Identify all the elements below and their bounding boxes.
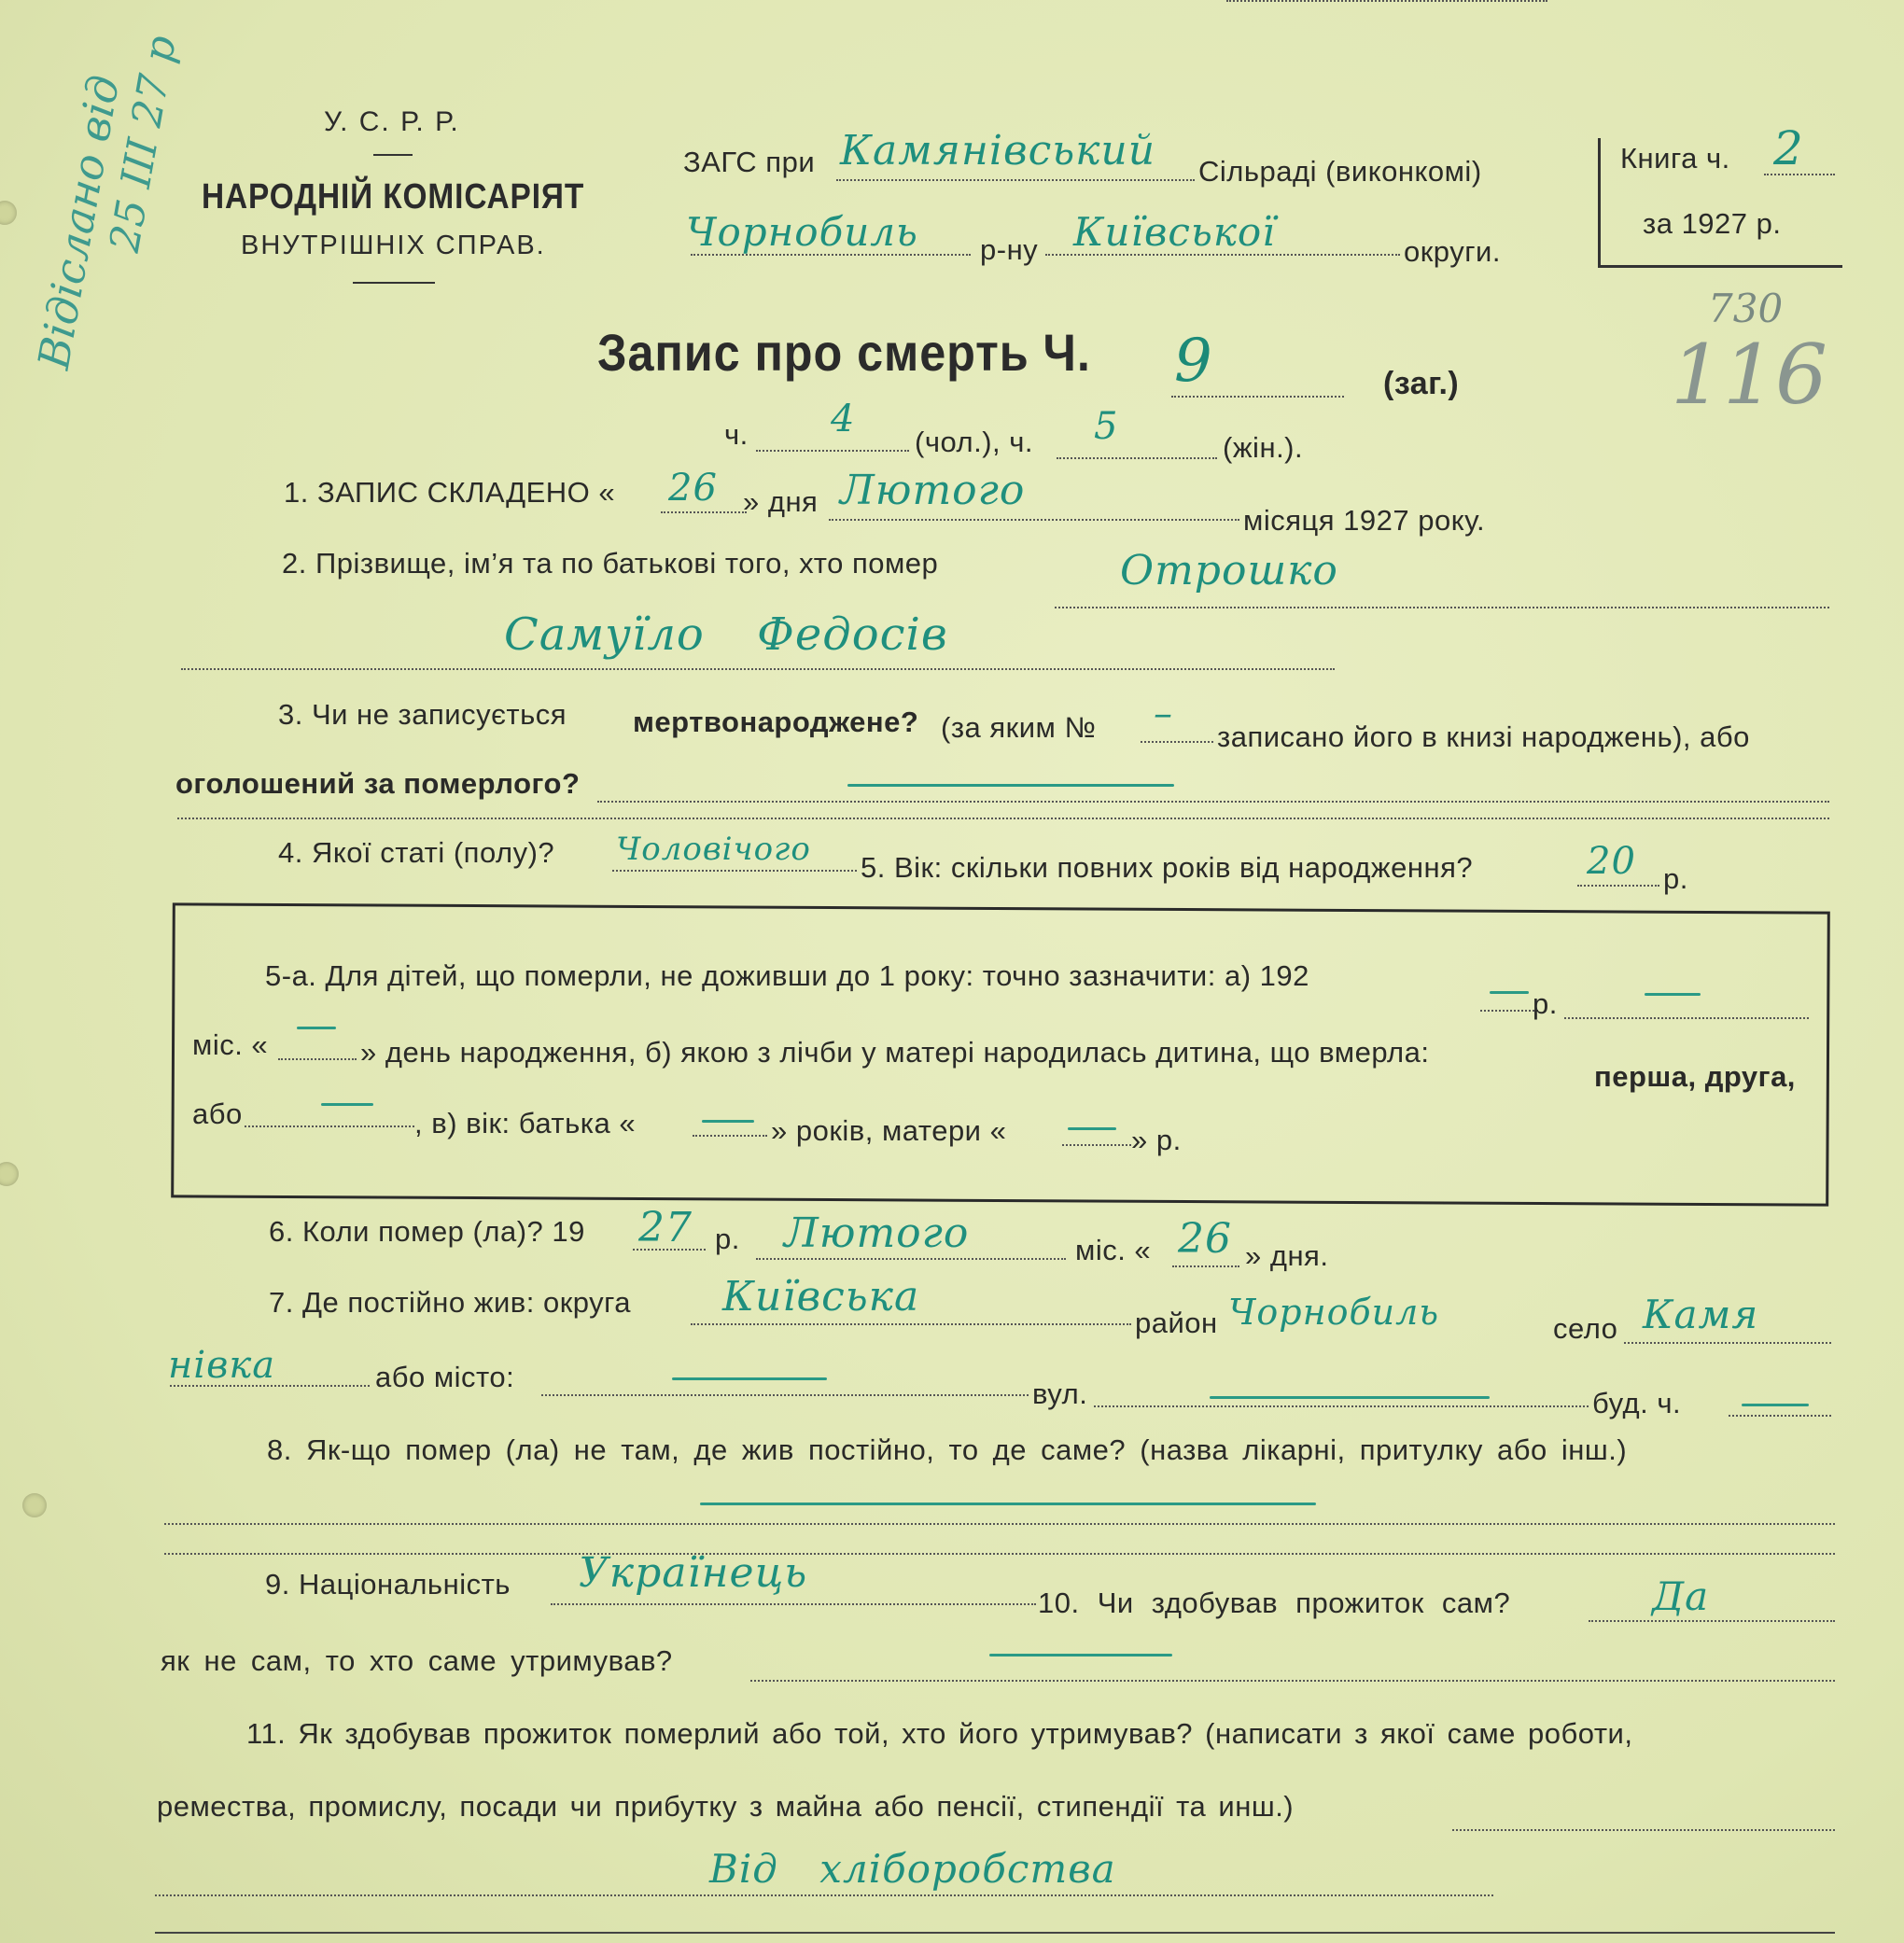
item5a-dash — [702, 1120, 754, 1123]
item3-bold-declared: оголошений за померлого? — [175, 767, 581, 800]
item11-line1: 11. Як здобував прожиток померлий або той, хто його утримував? (написати з якої саме роботи, — [246, 1717, 1633, 1750]
item5-age-label: 5. Вік: скільки повних років від народження? — [861, 851, 1474, 884]
item7-city-dash — [672, 1377, 827, 1380]
item11-line2: ремества, промислу, посади чи прибутку з майна або пенсії, стипендії та инш.) — [157, 1790, 1295, 1823]
field-line — [541, 1394, 1029, 1396]
female-label: (жін.). — [1223, 431, 1304, 464]
district-value: Чорнобиль — [686, 209, 918, 255]
archive-mark-upper: 730 — [1708, 286, 1784, 331]
item5a-line3a: або — [192, 1097, 243, 1130]
republic-label: У. С. Р. Р. — [324, 106, 460, 137]
margin-note-line2: 25 III 27 р — [101, 32, 186, 256]
item2-given-name: Самуїло Федосів — [504, 608, 948, 661]
binder-hole — [0, 201, 17, 225]
field-line — [691, 1323, 1131, 1325]
field-line — [1172, 1265, 1239, 1267]
record-suffix: (заг.) — [1383, 366, 1460, 401]
item5-age-unit: р. — [1663, 862, 1688, 895]
field-line — [691, 254, 971, 256]
field-line — [245, 1125, 414, 1127]
item7-bud-label: буд. ч. — [1592, 1387, 1682, 1419]
item5a-line3c: » років, матери « — [771, 1114, 1007, 1147]
item5a-dash — [297, 1027, 336, 1029]
male-label: (чол.), ч. — [915, 426, 1034, 458]
field-line — [1057, 457, 1217, 459]
item5a-dash — [321, 1103, 373, 1106]
item3-number: – — [1154, 692, 1173, 735]
field-line — [1094, 1405, 1589, 1407]
item7-okruha: Київська — [722, 1273, 920, 1321]
item3-label-b: (за яким № — [941, 711, 1097, 744]
field-line — [1141, 741, 1213, 743]
item4-label: 4. Якої статі (полу)? — [278, 836, 555, 869]
item5a-dash — [1068, 1127, 1116, 1130]
field-line — [1577, 885, 1659, 887]
item11-value: Від хліборобства — [709, 1846, 1116, 1892]
item3-label-c: записано його в книзі народжень), або — [1217, 720, 1750, 753]
okruha-value: Київської — [1073, 209, 1276, 255]
field-line — [1564, 1017, 1809, 1019]
female-number: 5 — [1094, 405, 1119, 448]
item10-value: Да — [1652, 1573, 1710, 1619]
book-box-bottom — [1598, 265, 1842, 268]
divider — [353, 282, 435, 284]
item5a-dash — [1645, 993, 1701, 996]
item3-bold-stillborn: мертвонароджене? — [633, 706, 919, 738]
field-line — [1480, 1010, 1538, 1012]
okruha-label: округи. — [1404, 235, 1501, 268]
item6-year: 27 — [638, 1204, 693, 1251]
item6-month: Лютого — [784, 1209, 970, 1257]
archive-mark-lower: 116 — [1671, 327, 1827, 423]
item5a-line1b: р. — [1533, 987, 1558, 1020]
item2-surname: Отрошко — [1120, 547, 1338, 594]
item7-bud-dash — [1742, 1404, 1809, 1406]
item3-dash — [847, 784, 1174, 787]
item10-support-dash — [989, 1654, 1172, 1656]
field-line — [1589, 1620, 1835, 1622]
field-line — [181, 668, 1335, 670]
item6-mis: міс. « — [1075, 1234, 1152, 1266]
item2-label: 2. Прізвище, ім’я та по батькові того, хто помер — [282, 547, 939, 580]
book-number: 2 — [1773, 121, 1804, 175]
item8-label: 8. Як-що помер (ла) не там, де жив постійно, то де саме? (назва лікарні, притулку або інш.) — [267, 1433, 1628, 1466]
field-line — [756, 1258, 1066, 1260]
item7-selo-continued: нівка — [168, 1344, 276, 1387]
field-line — [170, 1385, 370, 1387]
field-line — [1171, 396, 1344, 398]
item5a-line2b: » день народження, б) якою з лічби у матері народилась дитина, що вмерла: — [360, 1036, 1430, 1069]
item5a-line3b: , в) вік: батька « — [414, 1107, 637, 1139]
item5a-line1: 5-а. Для дітей, що померли, не доживши до 1 року: точно зазначити: а) 192 — [265, 959, 1309, 992]
field-line — [836, 179, 1195, 181]
item6-r: р. — [715, 1223, 740, 1255]
field-line — [1055, 607, 1829, 608]
item10-label: 10. Чи здобував прожиток сам? — [1038, 1587, 1511, 1619]
book-label: Книга ч. — [1620, 142, 1730, 175]
bottom-rule — [155, 1932, 1835, 1934]
field-line — [750, 1680, 1835, 1682]
book-box-left — [1598, 138, 1601, 265]
item4-sex: Чоловічого — [616, 831, 811, 868]
zags-prefix: ЗАГС при — [683, 146, 816, 178]
item5a-line2a: міс. « — [192, 1028, 269, 1061]
book-year: за 1927 р. — [1643, 207, 1782, 240]
record-title: Запис про смерть Ч. — [597, 323, 1091, 382]
item7-rayon-label: район — [1135, 1307, 1218, 1339]
item6-tail: » дня. — [1245, 1239, 1329, 1272]
field-line — [155, 1894, 1493, 1896]
field-line — [597, 801, 1829, 803]
binder-hole — [0, 1162, 19, 1186]
item7-city-label: або місто: — [375, 1361, 515, 1393]
field-line — [177, 818, 1829, 819]
department-label: ВНУТРІШНІХ СПРАВ. — [241, 231, 546, 260]
field-line — [829, 519, 1239, 521]
item8-dash — [700, 1503, 1316, 1505]
item6-label: 6. Коли помер (ла)? 19 — [269, 1215, 585, 1248]
field-line — [278, 1058, 357, 1060]
item5a-line3d: » р. — [1131, 1124, 1182, 1156]
item1-mid: » дня — [743, 485, 819, 518]
item9-nationality: Українець — [579, 1549, 808, 1597]
field-line — [756, 450, 909, 452]
item10-support-label: як не сам, то хто саме утримував? — [161, 1644, 673, 1677]
field-line — [164, 1523, 1835, 1525]
field-line — [164, 1553, 1835, 1555]
commissariat-label: НАРОДНІЙ КОМІСАРІЯТ — [202, 177, 585, 217]
sub-ch-label: ч. — [724, 418, 749, 451]
item1-day: 26 — [668, 467, 718, 510]
item3-label-a: 3. Чи не записується — [278, 698, 567, 731]
binder-hole — [22, 1493, 47, 1517]
item7-label: 7. Де постійно жив: округа — [269, 1286, 632, 1319]
field-line — [1729, 1415, 1831, 1417]
item7-street-label: вул. — [1032, 1377, 1088, 1410]
village-council-value: Камянівський — [840, 127, 1156, 175]
margin-note-line1: Відіслано від — [28, 71, 130, 373]
item7-selo-label: село — [1553, 1312, 1618, 1345]
field-line — [1624, 1342, 1831, 1344]
item1-month: Лютого — [840, 467, 1026, 514]
field-line — [1062, 1144, 1131, 1146]
item5a-dash — [1490, 991, 1529, 994]
item7-rayon: Чорнобиль — [1228, 1292, 1440, 1333]
divider — [373, 154, 413, 156]
item9-label: 9. Національність — [265, 1568, 511, 1601]
item5-age: 20 — [1587, 840, 1636, 883]
field-line — [1452, 1829, 1835, 1831]
record-number: 9 — [1174, 327, 1213, 396]
item5a-bold-order: перша, друга, — [1594, 1060, 1796, 1093]
item6-day: 26 — [1178, 1215, 1232, 1263]
male-number: 4 — [831, 398, 856, 440]
field-line — [1226, 0, 1547, 2]
council-label: Сільраді (виконкомі) — [1198, 155, 1482, 188]
field-line — [551, 1603, 1036, 1605]
district-label: р-ну — [980, 233, 1039, 266]
item7-selo: Камя — [1643, 1292, 1759, 1337]
field-line — [661, 511, 747, 513]
item7-street-dash — [1210, 1396, 1490, 1399]
item1-label: 1. ЗАПИС СКЛАДЕНО « — [284, 476, 616, 509]
field-line — [693, 1135, 767, 1137]
field-line — [612, 870, 857, 872]
item1-tail: місяця 1927 року. — [1243, 504, 1486, 537]
